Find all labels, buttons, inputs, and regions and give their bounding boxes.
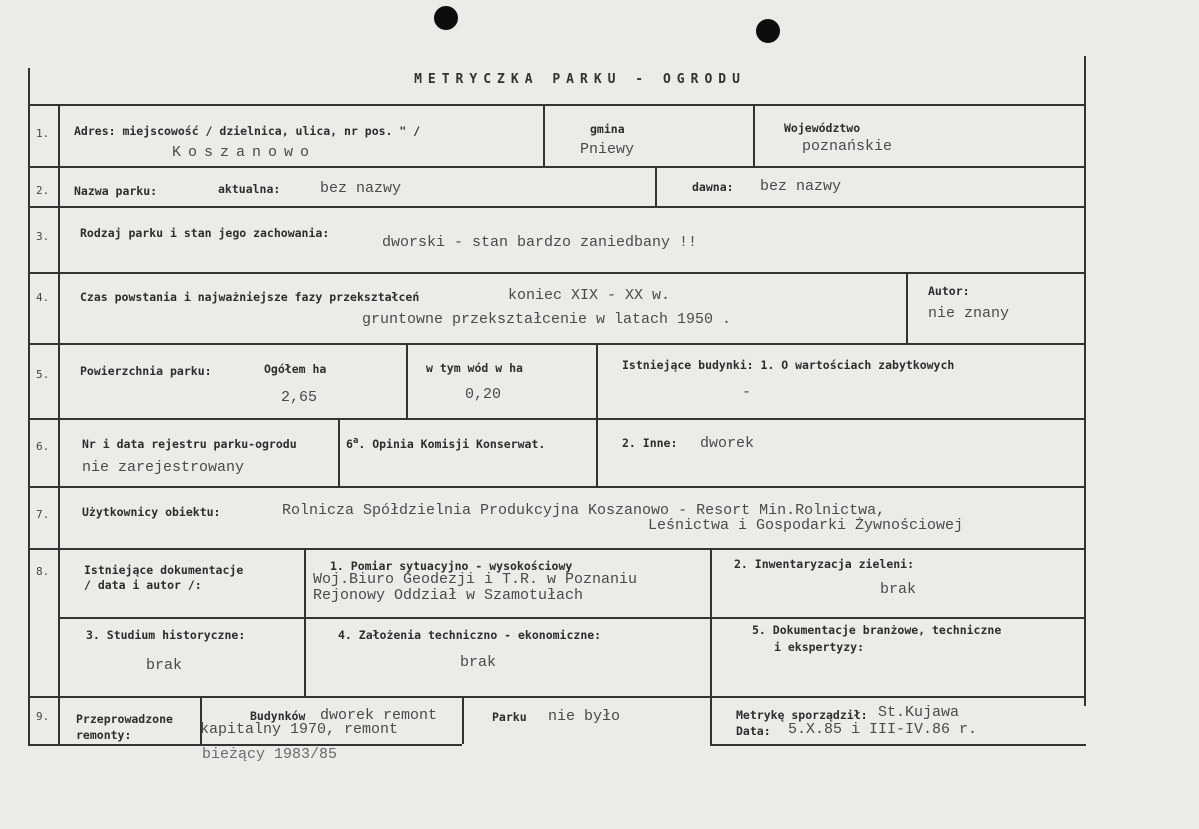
repairs-label-1: Przeprowadzone bbox=[76, 712, 173, 726]
greenery-inventory-label: 2. Inwentaryzacja zieleni: bbox=[734, 557, 915, 571]
rule bbox=[58, 104, 60, 744]
prepared-by-value: St.Kujawa bbox=[878, 704, 960, 721]
rule bbox=[710, 744, 1086, 746]
historical-study-label: 3. Studium historyczne: bbox=[86, 628, 246, 642]
row-number-3: 3. bbox=[36, 230, 50, 243]
date-label: Data: bbox=[736, 724, 771, 738]
rule bbox=[28, 486, 1086, 488]
gmina-value: Pniewy bbox=[580, 141, 635, 158]
existing-docs-label-1: Istniejące dokumentacje bbox=[84, 563, 244, 577]
rule bbox=[304, 548, 306, 696]
buildings-heritage-label: Istniejące budynki: 1. O wartościach zabytkowych bbox=[622, 358, 955, 372]
row-number-8: 8. bbox=[36, 565, 50, 578]
survey-value-2: Rejonowy Oddział w Szamotułach bbox=[313, 587, 584, 604]
current-name-value: bez nazwy bbox=[320, 180, 402, 197]
rule bbox=[28, 272, 1086, 274]
existing-docs-label-2: / data i autor /: bbox=[84, 578, 202, 592]
rule bbox=[28, 418, 1086, 420]
row-number-9: 9. bbox=[36, 710, 50, 723]
tech-economic-label: 4. Założenia techniczno - ekonomiczne: bbox=[338, 628, 602, 642]
rule bbox=[338, 418, 340, 486]
current-name-label: aktualna: bbox=[218, 182, 281, 196]
water-area-label: w tym wód w ha bbox=[426, 361, 523, 375]
rule bbox=[28, 68, 30, 746]
address-value: Koszanowo bbox=[172, 144, 317, 161]
other-buildings-label: 2. Inne: bbox=[622, 436, 678, 450]
row-number-1: 1. bbox=[36, 127, 50, 140]
row-number-2: 2. bbox=[36, 184, 50, 197]
author-value: nie znany bbox=[928, 305, 1010, 322]
date-value: 5.X.85 i III-IV.86 r. bbox=[788, 721, 978, 738]
voivodeship-label: Województwo bbox=[784, 121, 861, 135]
total-area-value: 2,65 bbox=[281, 389, 318, 406]
rule bbox=[1084, 56, 1086, 706]
history-phases-label: Czas powstania i najważniejsze fazy przekształceń bbox=[80, 290, 420, 304]
form-title: METRYCZKA PARKU - OGRODU bbox=[414, 72, 746, 87]
branch-docs-label-2: i ekspertyzy: bbox=[774, 640, 865, 654]
conservator-opinion-label: 6$^a$. Opinia Komisji Konserwat. bbox=[346, 436, 546, 451]
rule bbox=[906, 272, 908, 343]
survey-label: 1. Pomiar sytuacyjno - wysokościowy bbox=[330, 559, 573, 573]
rule bbox=[406, 343, 408, 418]
buildings-repairs-value-1: dworek remont bbox=[320, 707, 438, 724]
park-repairs-label: Parku bbox=[492, 710, 527, 724]
park-type-value: dworski - stan bardzo zaniedbany !! bbox=[382, 234, 698, 251]
address-label: Adres: miejscowość / dzielnica, ulica, nr pos. " / bbox=[74, 124, 421, 138]
users-value-1: Rolnicza Spółdzielnia Produkcyjna Koszanowo - Resort Min.Rolnictwa, bbox=[282, 502, 886, 519]
rule bbox=[28, 548, 1086, 550]
buildings-heritage-value: - bbox=[742, 384, 752, 401]
register-label: Nr i data rejestru parku-ogrodu bbox=[82, 437, 297, 451]
survey-value-1: Woj.Biuro Geodezji i T.R. w Poznaniu bbox=[313, 571, 638, 588]
branch-docs-label-1: 5. Dokumentacje branżowe, techniczne bbox=[752, 623, 1002, 637]
rule bbox=[28, 343, 1086, 345]
buildings-repairs-value-3: bieżący 1983/85 bbox=[202, 746, 338, 763]
voivodeship-value: poznańskie bbox=[802, 138, 893, 155]
greenery-inventory-value: brak bbox=[880, 581, 917, 598]
area-label: Powierzchnia parku: bbox=[80, 364, 212, 378]
rule bbox=[543, 104, 545, 166]
prepared-by-label: Metrykę sporządził: bbox=[736, 708, 868, 722]
users-label: Użytkownicy obiektu: bbox=[82, 505, 221, 519]
historical-study-value: brak bbox=[146, 657, 183, 674]
rule bbox=[60, 617, 1086, 619]
rule bbox=[655, 166, 657, 206]
row-number-4: 4. bbox=[36, 291, 50, 304]
users-value-2: Leśnictwa i Gospodarki Żywnościowej bbox=[648, 517, 964, 534]
rule bbox=[596, 343, 598, 486]
repairs-label-2: remonty: bbox=[76, 728, 132, 742]
gmina-label: gmina bbox=[590, 122, 625, 136]
buildings-repairs-label: Budynków bbox=[250, 709, 306, 723]
water-area-value: 0,20 bbox=[465, 386, 502, 403]
rule bbox=[710, 548, 712, 744]
park-repairs-value: nie było bbox=[548, 708, 621, 725]
rule bbox=[28, 104, 1086, 106]
author-label: Autor: bbox=[928, 284, 970, 298]
rule bbox=[28, 206, 1086, 208]
rule bbox=[28, 696, 1086, 698]
history-phases-value-1: koniec XIX - XX w. bbox=[508, 287, 671, 304]
former-name-label: dawna: bbox=[692, 180, 734, 194]
rule bbox=[28, 166, 1086, 168]
rule bbox=[462, 696, 464, 744]
history-phases-value-2: gruntowne przekształcenie w latach 1950 . bbox=[362, 311, 732, 328]
park-type-label: Rodzaj parku i stan jego zachowania: bbox=[80, 226, 330, 240]
buildings-repairs-value-2: kapitalny 1970, remont bbox=[200, 721, 399, 738]
row-number-6: 6. bbox=[36, 440, 50, 453]
total-area-label: Ogółem ha bbox=[264, 362, 327, 376]
register-value: nie zarejestrowany bbox=[82, 459, 245, 476]
park-name-label: Nazwa parku: bbox=[74, 184, 158, 198]
row-number-5: 5. bbox=[36, 368, 50, 381]
rule bbox=[753, 104, 755, 166]
tech-economic-value: brak bbox=[460, 654, 497, 671]
row-number-7: 7. bbox=[36, 508, 50, 521]
other-buildings-value: dworek bbox=[700, 435, 755, 452]
former-name-value: bez nazwy bbox=[760, 178, 842, 195]
